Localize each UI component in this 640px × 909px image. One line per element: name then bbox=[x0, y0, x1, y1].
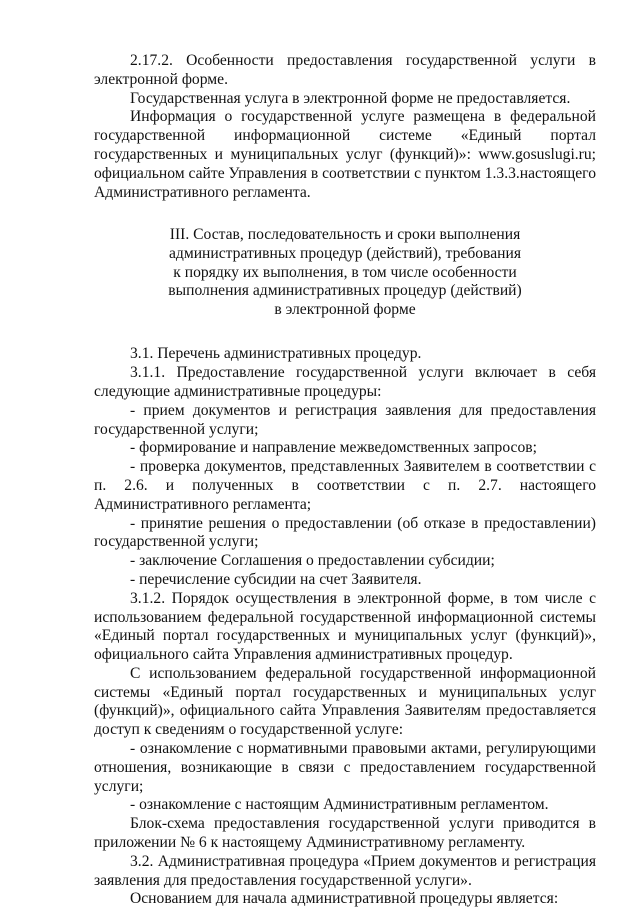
paragraph-3-2: 3.2. Административная процедура «Прием документов и регистрация заявления для предоставления государственной услуги». bbox=[94, 852, 596, 889]
paragraph-3-1: 3.1. Перечень административных процедур. bbox=[130, 345, 422, 363]
basis-paragraph: Основанием для начала административной процедуры является: bbox=[130, 890, 559, 908]
access-list-item: - ознакомление с настоящим Административным регламентом. bbox=[130, 796, 549, 814]
procedure-list-item: - принятие решения о предоставлении (об отказе в предоставлении) государственной услуги; bbox=[94, 514, 596, 551]
section-3-heading-line: административных процедур (действий), требования bbox=[168, 244, 522, 262]
portal-access-paragraph: С использованием федеральной государственной информационной системы «Единый портал государственных и муниципальных услуг (функций)», официального сайта Управления Заявителям предоставляется доступ к сведениям о государственной услуге: bbox=[94, 664, 596, 739]
section-3-heading-line: выполнения административных процедур (действий) bbox=[168, 282, 522, 300]
section-3-heading bbox=[94, 226, 596, 319]
paragraph-3-1-1: 3.1.1. Предоставление государственной услуги включает в себя следующие административные процедуры: bbox=[94, 364, 596, 400]
procedure-list-item: - перечисление субсидии на счет Заявителя. bbox=[130, 570, 422, 588]
access-list-item: - ознакомление с нормативными правовыми актами, регулирующими отношения, возникающие в связи с предоставлением государственной услуги; bbox=[94, 740, 596, 795]
block-diagram-paragraph: Блок-схема предоставления государственной услуги приводится в приложении № 6 к настоящему Административному регламенту. bbox=[94, 815, 596, 852]
procedure-list-item: - заключение Соглашения о предоставлении субсидии; bbox=[130, 552, 495, 570]
section-3-heading-line: в электронной форме bbox=[274, 300, 416, 318]
procedure-list-item: - прием документов и регистрация заявления для предоставления государственной услуги; bbox=[94, 401, 596, 438]
section-3-heading-line: к порядку их выполнения, в том числе особенности bbox=[173, 263, 517, 281]
electronic-form-note: Государственная услуга в электронной форме не предоставляется. bbox=[130, 89, 571, 107]
section-2-17-2-title: 2.17.2. Особенности предоставления государственной услуги в электронной форме. bbox=[94, 52, 596, 88]
paragraph-3-1-2: 3.1.2. Порядок осуществления в электронной форме, в том числе с использованием федеральной государственной информационной системы «Единый портал государственных и муниципальных услуг (функций)», официального сайта Управления административных процедур. bbox=[94, 589, 596, 664]
section-3-heading-line: III. Состав, последовательность и сроки выполнения bbox=[169, 226, 521, 244]
procedure-list-item: - формирование и направление межведомственных запросов; bbox=[130, 439, 537, 457]
document-page bbox=[94, 52, 596, 909]
procedure-list-item: - проверка документов, представленных Заявителем в соответствии с п. 2.6. и полученных в соответствии с п. 2.7. настоящего Административного регламента; bbox=[94, 458, 596, 513]
gosuslugi-info-paragraph: Информация о государственной услуге размещена в федеральной государственной информационной системе «Единый портал государственных и муниципальных услуг (функций)»: www.gosuslugi.ru; официальном сайте Управления в соответствии с пунктом 1.3.3.настоящего Административного регламента. bbox=[94, 108, 596, 201]
